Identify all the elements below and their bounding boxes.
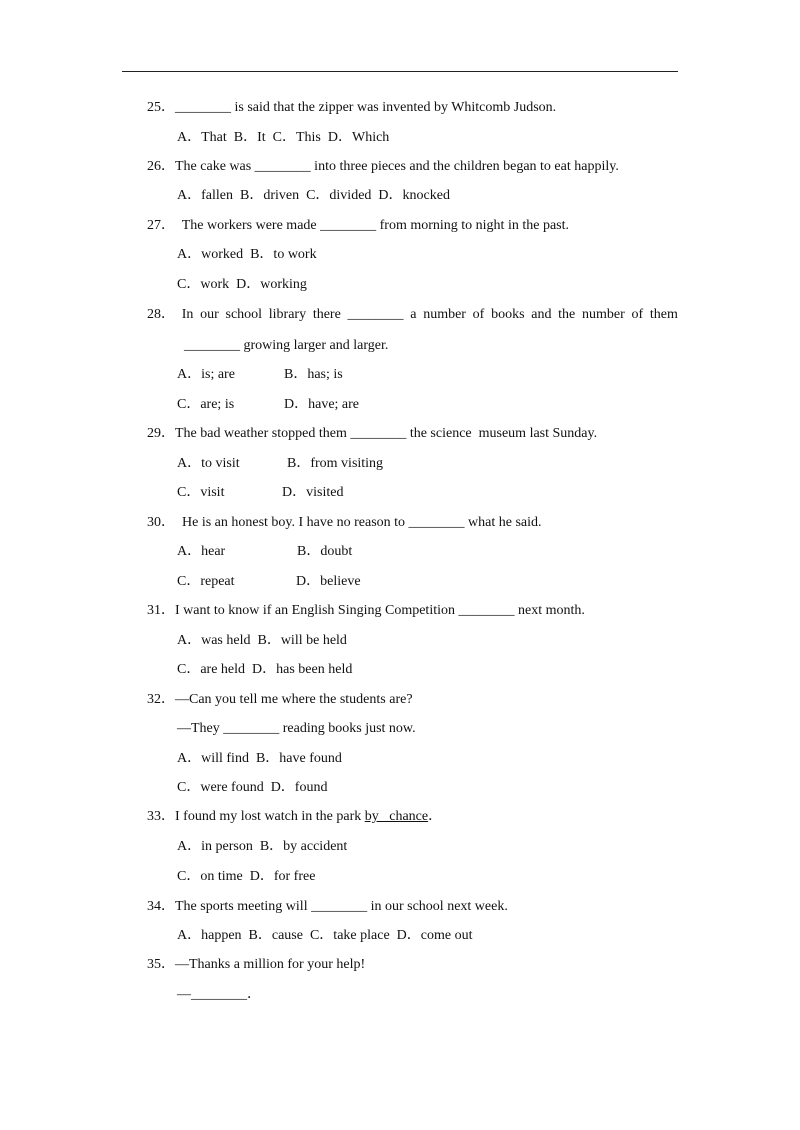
header-rule [122, 71, 678, 72]
question-30-option-a: A．hear [177, 544, 226, 559]
question-27-options-line1: A．worked B．to work [177, 247, 317, 262]
question-35-reply: —________． [177, 987, 261, 1002]
question-28-word: and [531, 307, 552, 322]
question-28-word: there [312, 307, 341, 322]
question-28 [147, 306, 678, 324]
question-29-option-c: C．visit [177, 485, 225, 500]
question-30-option-c: C．repeat [177, 574, 235, 589]
question-28-word: books [491, 307, 525, 322]
question-28-option-c: C．are; is [177, 397, 235, 412]
question-33-options-line2: C．on time D．for free [177, 869, 316, 884]
question-25: 25．________ is said that the zipper was invented by Whitcomb Judson. [147, 100, 557, 115]
question-28-word: the [558, 307, 576, 322]
question-33-period: ． [428, 809, 443, 824]
question-25-options: A．That B．It C．This D．Which [177, 130, 390, 145]
question-27-options-line2: C．work D．working [177, 277, 307, 292]
question-28-blank: ________ [347, 307, 404, 322]
question-28-word: 28． [147, 307, 175, 322]
question-34-options: A．happen B．cause C．take place D．come out [177, 928, 473, 943]
question-26: 26．The cake was ________ into three pieces and the children began to eat happily. [147, 159, 619, 174]
question-31-options-line2: C．are held D．has been held [177, 662, 353, 677]
question-32: 32．—Can you tell me where the students are? [147, 692, 413, 707]
question-28-word: library [268, 307, 307, 322]
question-30-option-d: D．believe [296, 574, 361, 589]
question-28-word: our [200, 307, 219, 322]
question-28-word: school [225, 307, 263, 322]
question-30: 30． He is an honest boy. I have no reason to ________ what he said. [147, 515, 542, 530]
question-27: 27． The workers were made ________ from morning to night in the past. [147, 218, 569, 233]
question-30-option-b: B．doubt [297, 544, 353, 559]
question-28-word: number [582, 307, 625, 322]
question-26-options: A．fallen B．driven C．divided D．knocked [177, 188, 450, 203]
question-28-option-a: A．is; are [177, 367, 235, 382]
question-33 [147, 808, 442, 826]
question-35: 35．—Thanks a million for your help! [147, 957, 366, 972]
question-29-option-d: D．visited [282, 485, 344, 500]
question-34: 34．The sports meeting will ________ in our school next week. [147, 899, 508, 914]
question-32-options-line1: A．will find B．have found [177, 751, 342, 766]
question-28-word: In [181, 307, 194, 322]
question-31: 31．I want to know if an English Singing Competition ________ next month. [147, 603, 585, 618]
question-28-word: a [410, 307, 417, 322]
question-32-options-line2: C．were found D．found [177, 780, 328, 795]
question-33-underlined-phrase: by chance [364, 809, 429, 824]
question-29: 29．The bad weather stopped them ________ the science museum last Sunday. [147, 426, 598, 441]
question-28-word: them [649, 307, 678, 322]
question-28-word: of [631, 307, 644, 322]
question-29-option-b: B．from visiting [287, 456, 384, 471]
question-28-continuation: ________ growing larger and larger. [184, 338, 389, 353]
question-31-options-line1: A．was held B．will be held [177, 633, 347, 648]
question-28-option-d: D．have; are [284, 397, 360, 412]
question-29-option-a: A．to visit [177, 456, 240, 471]
question-28-word: of [472, 307, 485, 322]
question-33-text: 33．I found my lost watch in the park [147, 809, 365, 824]
question-28-option-b: B．has; is [284, 367, 343, 382]
question-33-options-line1: A．in person B．by accident [177, 839, 348, 854]
question-28-word: number [423, 307, 466, 322]
question-32-reply: —They ________ reading books just now. [177, 721, 416, 736]
